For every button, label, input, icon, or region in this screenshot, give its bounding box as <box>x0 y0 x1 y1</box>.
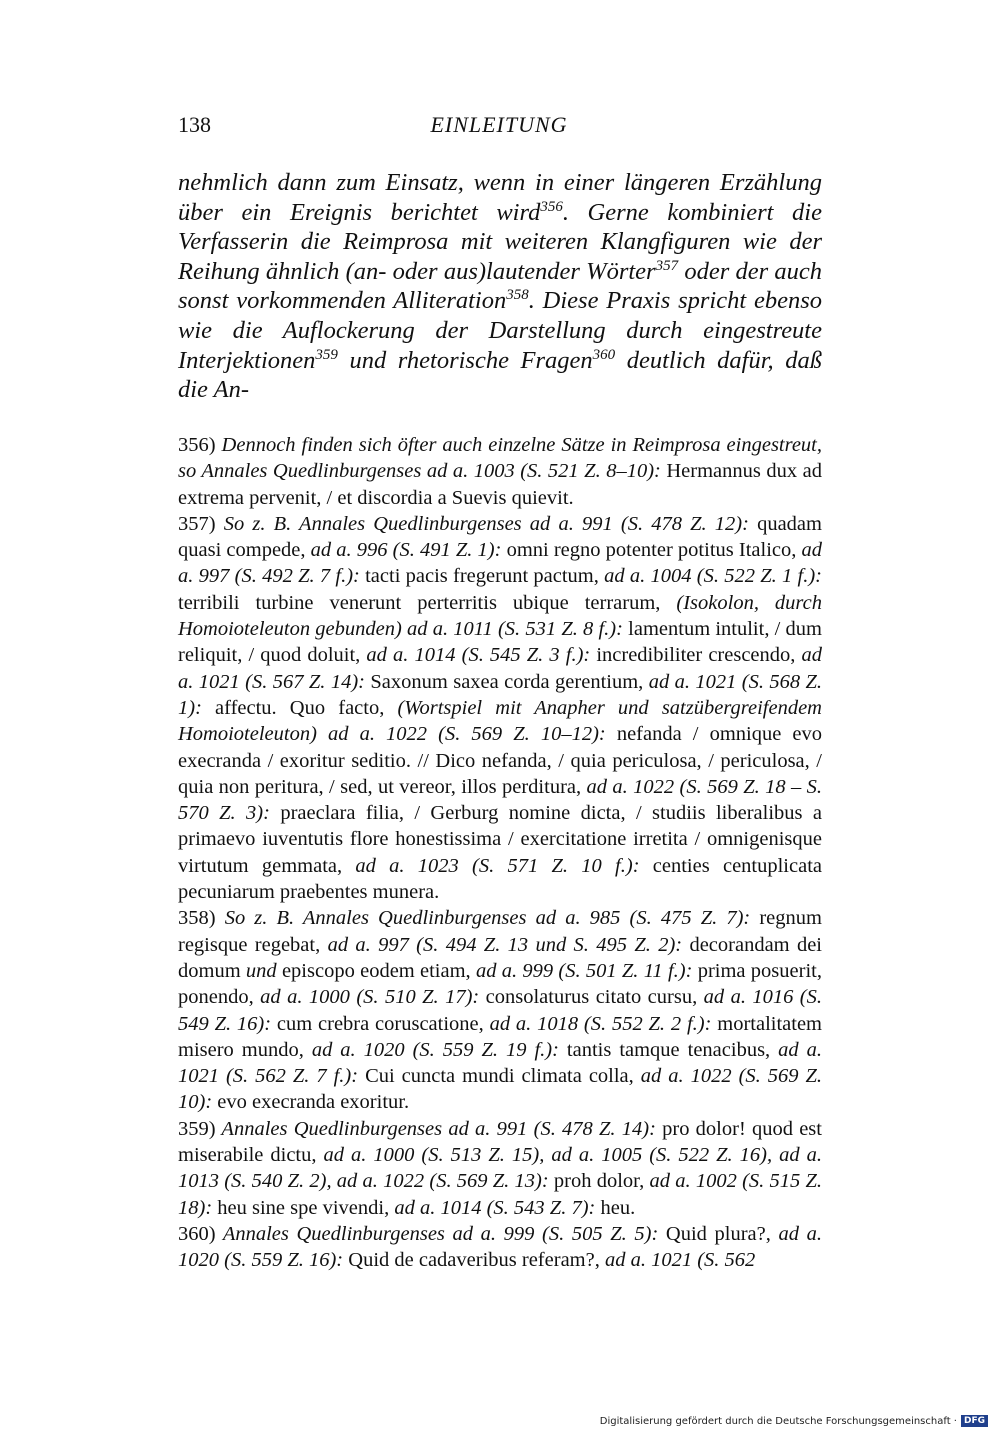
footnote-citation: ad a. 1021 (S. 562 Z. 7 f.): <box>178 1038 822 1088</box>
footnote-citation: ad a. 1004 (S. 522 Z. 1 f.): <box>604 565 823 588</box>
footnote-quote: incredibiliter crescendo, <box>590 644 802 667</box>
footnote-citation: ad a. 999 (S. 501 Z. 11 f.): <box>475 959 693 982</box>
footnote-citation: ad a. 1000 (S. 513 Z. 15), ad a. 1005 (S. 522 Z. 16), ad a. 1013 (S. 540 Z. 2), ad a. 1022 (S. 569 Z. 13): <box>178 1144 823 1193</box>
footnote-quote: tacti pacis fregerunt pactum, <box>359 565 605 588</box>
footnote-citation: ad a. 996 (S. 491 Z. 1): <box>310 539 502 562</box>
body-text-5: und rhetorische Fragen <box>337 346 593 374</box>
footnote-citation: ad a. 997 (S. 492 Z. 7 f.): <box>178 539 822 588</box>
footnote-ref-356: 356 <box>540 198 563 215</box>
page-header <box>178 112 820 146</box>
footnote-quote: affectu. Quo facto, <box>201 696 398 719</box>
footnote-label: 360) <box>178 1222 216 1245</box>
footnote-label: 357) <box>178 512 216 535</box>
page-number: 138 <box>178 112 211 137</box>
footnote-label: 356) <box>178 434 216 456</box>
footnote-citation: ad a. 1020 (S. 559 Z. 19 f.): <box>311 1038 559 1061</box>
body-text-4: . Diese Praxis spricht ebenso wie die Auflockerung der Darstellung durch eingestreute Interjektionen <box>178 287 822 374</box>
main-paragraph <box>178 168 822 405</box>
footnote-citation: So z. B. Annales Quedlinburgenses ad a. 991 (S. 478 Z. 12): <box>215 512 749 535</box>
footnote-citation: So z. B. Annales Quedlinburgenses ad a. 985 (S. 475 Z. 7): <box>215 907 751 930</box>
dfg-logo: DFG <box>961 1415 988 1427</box>
footnote-quote: consolaturus citato cursu, <box>479 986 704 1009</box>
footnote-quote: pro dolor! quod est miserabile dictu, <box>178 1117 822 1167</box>
footnote-quote: Cui cuncta mundi climata colla, <box>358 1065 641 1088</box>
footnote-quote: evo execranda exoritur. <box>212 1091 410 1114</box>
footnote-citation: ad a. 1021 (S. 567 Z. 14): <box>178 644 822 693</box>
footnote-citation: ad a. 1021 (S. 562 <box>604 1249 756 1272</box>
footnote-quote: episcopo eodem etiam, <box>276 959 476 982</box>
footnote-quote: nefanda / omnique evo execranda / exoritur seditio. // Dico nefanda, / quia periculosa, / periculosa, / quia non peritura, / sed, ut vereor, illos perditura, <box>178 723 822 798</box>
footnote-quote: decorandam dei domum <box>178 933 822 982</box>
footnote-360 <box>178 1221 822 1274</box>
footnote-quote: terribili turbine venerunt perterritis ubique terrarum, <box>178 591 677 614</box>
footnote-quote: prima posuerit, ponendo, <box>178 959 822 1009</box>
footnote-quote: regnum regisque regebat, <box>178 907 822 956</box>
footnote-citation: ad a. 1021 (S. 568 Z. 1): <box>178 670 823 719</box>
footnote-quote: Quid de cadaveribus referam?, <box>343 1249 605 1272</box>
body-text-1: nehmlich dann zum Einsatz, wenn in einer längeren Erzählung über ein Ereignis berichtet wird <box>178 169 822 226</box>
footnote-citation: und <box>245 959 277 982</box>
footnote-citation: (Isokolon, durch Homoioteleuton gebunden) ad a. 1011 (S. 531 Z. 8 f.): <box>178 591 822 641</box>
footnote-citation: Annales Quedlinburgenses ad a. 999 (S. 505 Z. 5): <box>215 1222 659 1245</box>
footnote-358 <box>178 905 822 1115</box>
footnote-quote: heu. <box>595 1196 636 1219</box>
running-head: EINLEITUNG <box>430 112 568 137</box>
footnote-359 <box>178 1116 822 1221</box>
footnote-quote: Saxonum saxea corda gerentium, <box>364 670 649 693</box>
digitization-credit <box>600 1415 988 1427</box>
footnote-ref-359: 359 <box>315 346 338 363</box>
footnote-citation: ad a. 1020 (S. 559 Z. 16): <box>178 1222 822 1272</box>
footnote-citation: ad a. 1022 (S. 569 Z. 18 – S. 570 Z. 3): <box>178 775 822 825</box>
footnote-citation: ad a. 1016 (S. 549 Z. 16): <box>178 986 822 1035</box>
footnote-citation: Annales Quedlinburgenses ad a. 991 (S. 478 Z. 14): <box>215 1117 656 1140</box>
footnote-citation: ad a. 1023 (S. 571 Z. 10 f.): <box>355 854 640 877</box>
footnote-citation: ad a. 1002 (S. 515 Z. 18): <box>178 1170 823 1219</box>
footnote-356 <box>178 432 822 511</box>
footnote-quote: proh dolor, <box>548 1170 650 1193</box>
body-text-3: oder der auch sonst vorkommenden Alliteration <box>178 257 822 315</box>
footnote-ref-360: 360 <box>592 346 616 363</box>
footnote-citation: ad a. 1018 (S. 552 Z. 2 f.): <box>489 1012 712 1035</box>
footnote-quote: heu sine spe vivendi, <box>212 1196 395 1219</box>
footnote-357 <box>178 511 822 905</box>
footnote-ref-358: 358 <box>506 287 529 304</box>
footnote-quote: lamentum intulit, / dum reliquit, / quod doluit, <box>178 618 822 667</box>
footnote-citation: ad a. 1022 (S. 569 Z. 10): <box>178 1065 823 1114</box>
footnote-quote: praeclara filia, / Gerburg nomine dicta, / studiis liberalibus a primaevo iuventutis flore honestissima / exercitatione irretita / omnigenisque virtutum gemmata, <box>178 802 822 877</box>
footnote-quote: cum crebra coruscatione, <box>271 1012 490 1035</box>
footnote-quote: mortalitatem misero mundo, <box>178 1012 823 1061</box>
footnote-citation: (Wortspiel mit Anapher und satzübergreifendem Homoioteleuton) ad a. 1022 (S. 569 Z. 10–12): <box>178 696 822 746</box>
body-text-2: . Gerne kombiniert die Verfasserin die Reimprosa mit weiteren Klangfiguren wie der Reihung ähnlich (an- oder aus)lautender Wörter <box>178 198 822 285</box>
footnote-citation: ad a. 1000 (S. 510 Z. 17): <box>260 986 480 1009</box>
footnote-quote: quadam quasi compede, <box>178 512 822 562</box>
footnote-quote: Quid plura?, <box>658 1222 779 1245</box>
footnote-ref-357: 357 <box>655 257 679 274</box>
footnote-quote: tantis tamque tenacibus, <box>558 1038 779 1061</box>
footnote-quote: omni regno potenter potitus Italico, <box>501 539 802 562</box>
footnote-quote: Hermannus dux ad extrema pervenit, / et discordia a Suevis quievit. <box>178 460 822 509</box>
credit-text: Digitalisierung gefördert durch die Deutsche Forschungsgemeinschaft · <box>599 1415 957 1427</box>
footnote-quote: centies centuplicata pecuniarum praebentes munera. <box>178 854 822 904</box>
footnotes <box>178 432 822 1274</box>
body-text-6: deutlich dafür, daß die An- <box>178 346 822 404</box>
footnote-citation: Dennoch finden sich öfter auch einzelne Sätze in Reimprosa eingestreut, so Annales Quedlinburgenses ad a. 1003 (S. 521 Z. 8–10): <box>178 434 822 483</box>
footnote-label: 359) <box>178 1117 216 1140</box>
footnote-label: 358) <box>178 907 216 930</box>
footnote-citation: ad a. 997 (S. 494 Z. 13 und S. 495 Z. 2): <box>327 933 683 956</box>
footnote-citation: ad a. 1014 (S. 545 Z. 3 f.): <box>366 644 591 667</box>
footnote-citation: ad a. 1014 (S. 543 Z. 7): <box>394 1196 596 1219</box>
